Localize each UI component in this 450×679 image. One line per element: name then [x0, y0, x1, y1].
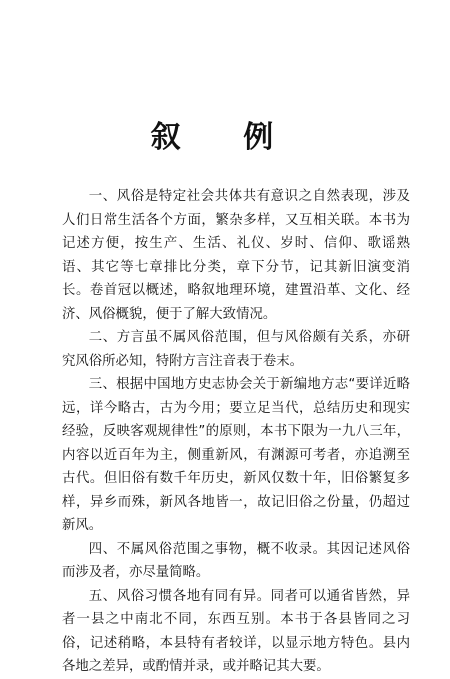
paragraph-3: 三、根据中国地方史志协会关于新编地方志“要详近略远，详今略古，古为今用；要立足当代，总结历史和现实经验，反映客观规律性”的原则，本书下限为一九八三年，内容以近百年为主，侧重新风，有渊源可考者，亦追溯至古代。但旧俗有数千年历史，新风仅数十年，旧俗繁复多样，异乡而殊，新风各地皆一，故记旧俗之份量，仍超过新风。	[62, 377, 410, 533]
paragraph-1: 一、风俗是特定社会共体共有意识之自然表现，涉及人们日常生活各个方面，繁杂多样，又互相关联。本书为记述方便，按生产、生活、礼仪、岁时、信仰、歌谣熟语、其它等七章排比分类，章下分节，记其新旧演变消长。卷首冠以概述，略叙地理环境，建置沿革、文化、经济、风俗概貌，便于了解大致情况。	[62, 189, 410, 322]
paragraph-2: 二、方言虽不属风俗范围，但与风俗颇有关系，亦研究风俗所必知，特附方言注音表于卷末。	[62, 330, 410, 369]
paragraph-5: 五、风俗习惯各地有同有异。同者可以通省皆然，异者一县之中南北不同，东西互别。本书于各县皆同之习俗，记述稍略，本县特有者较详，以显示地方特色。县内各地之差异，或酌情并录，或并略记其大要。	[62, 588, 410, 674]
page-title: 叙 例	[150, 120, 300, 155]
paragraph-4: 四、不属风俗范围之事物，概不收录。其因记述风俗而涉及者，亦尽量简略。	[62, 541, 410, 580]
document-body	[62, 185, 410, 679]
